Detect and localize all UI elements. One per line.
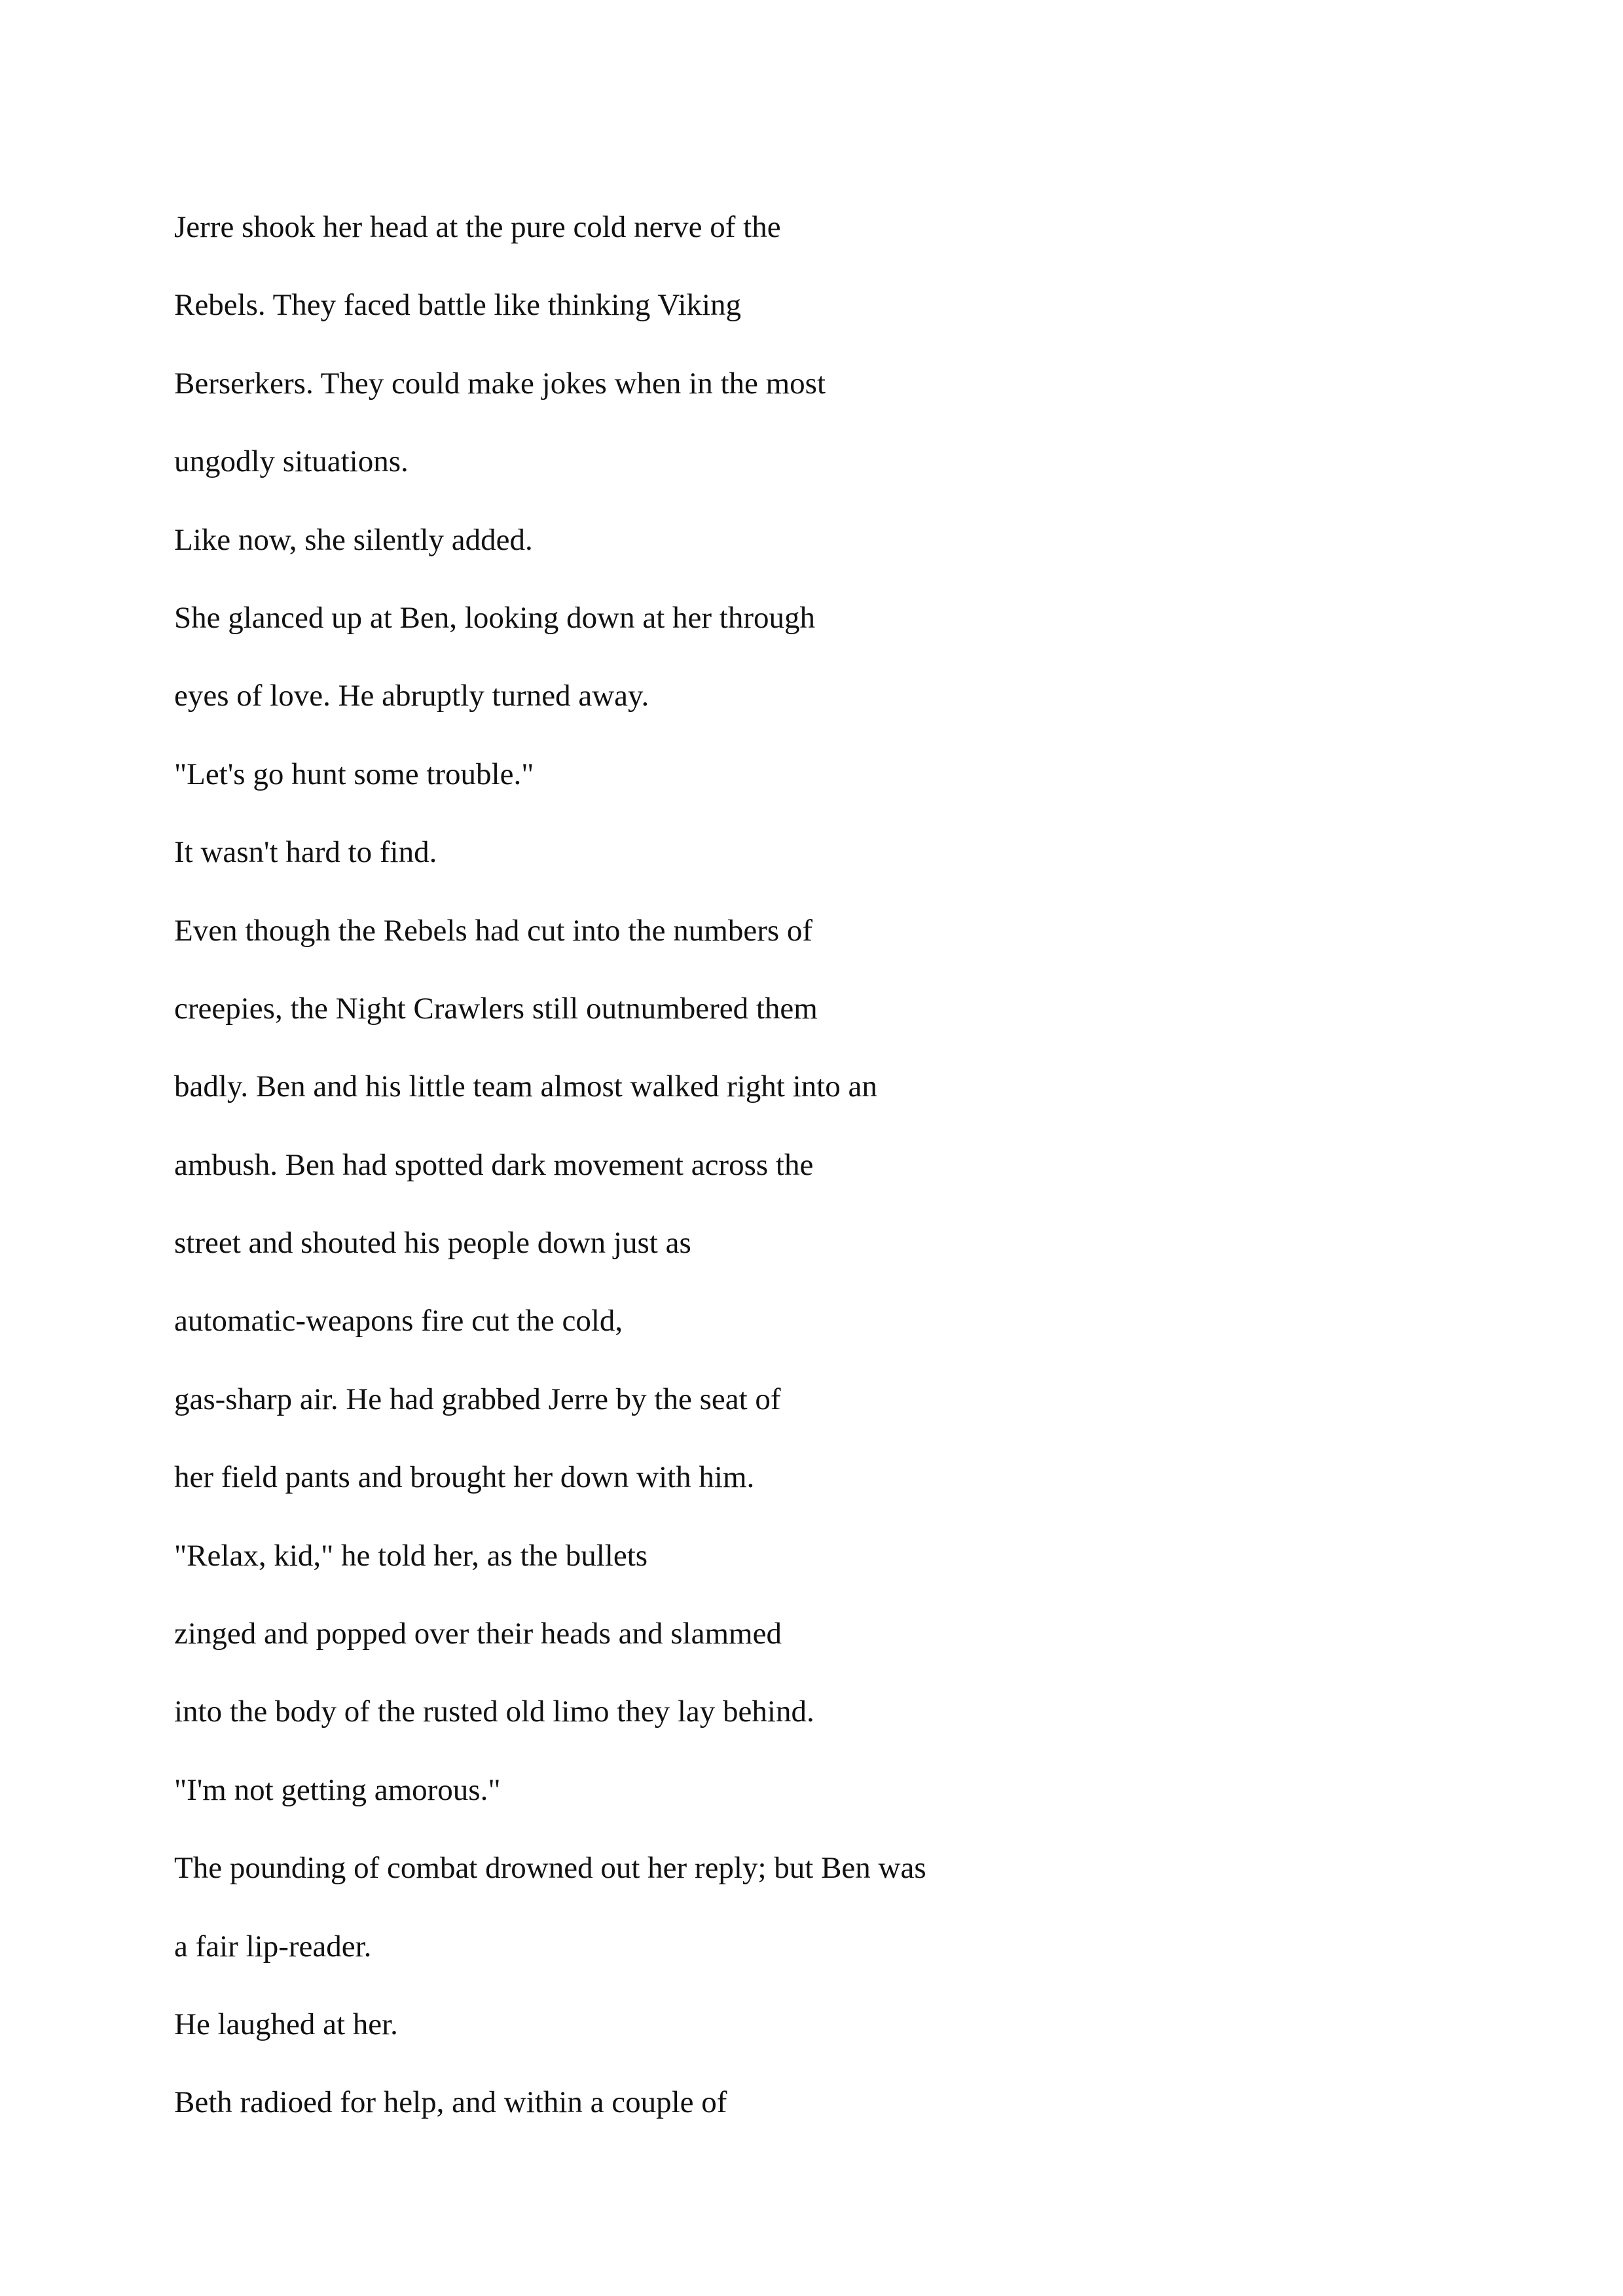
text-line: "I'm not getting amorous."	[174, 1772, 501, 1807]
text-line: He laughed at her.	[174, 2007, 398, 2041]
text-line: She glanced up at Ben, looking down at her through	[174, 600, 815, 635]
text-line: her field pants and brought her down with him.	[174, 1460, 755, 1495]
text-line: Jerre shook her head at the pure cold nerve of the	[174, 210, 781, 244]
text-line: automatic-weapons fire cut the cold,	[174, 1304, 623, 1338]
text-line: Beth radioed for help, and within a couple of	[174, 2085, 727, 2120]
text-line: The pounding of combat drowned out her reply; but Ben was	[174, 1851, 926, 1886]
body-text	[174, 188, 1484, 2142]
text-line: Berserkers. They could make jokes when in the most	[174, 366, 826, 401]
text-line: street and shouted his people down just as	[174, 1226, 691, 1261]
text-line: Like now, she silently added.	[174, 522, 533, 557]
text-line: "Relax, kid," he told her, as the bullets	[174, 1538, 648, 1573]
text-line: ungodly situations.	[174, 444, 409, 479]
text-line: a fair lip-reader.	[174, 1929, 372, 1964]
text-line: Rebels. They faced battle like thinking Viking	[174, 288, 742, 323]
text-line: badly. Ben and his little team almost walked right into an	[174, 1069, 877, 1104]
text-line: creepies, the Night Crawlers still outnumbered them	[174, 991, 818, 1026]
text-line: "Let's go hunt some trouble."	[174, 757, 534, 791]
text-line: into the body of the rusted old limo they lay behind.	[174, 1695, 814, 1729]
text-line: zinged and popped over their heads and slammed	[174, 1617, 782, 1651]
text-line: It wasn't hard to find.	[174, 835, 437, 870]
text-line: ambush. Ben had spotted dark movement across the	[174, 1147, 814, 1182]
text-line: gas-sharp air. He had grabbed Jerre by the seat of	[174, 1382, 781, 1416]
text-line: eyes of love. He abruptly turned away.	[174, 679, 649, 713]
text-line: Even though the Rebels had cut into the numbers of	[174, 913, 813, 948]
